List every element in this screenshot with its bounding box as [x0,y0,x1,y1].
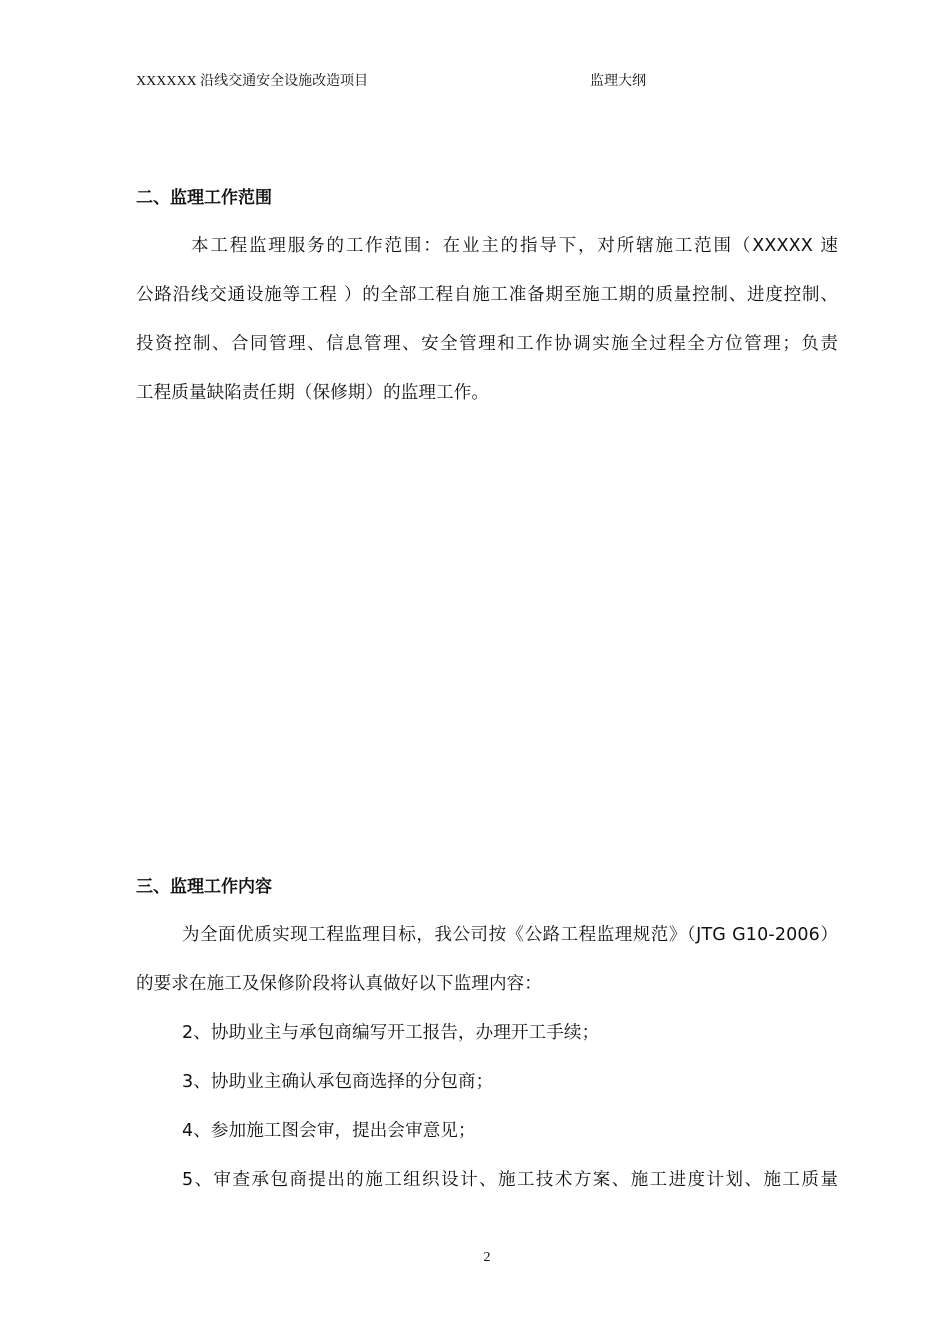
page-header [136,70,836,92]
header-project-title: XXXXXX 沿线交通安全设施改造项目 [136,74,369,89]
list-item-3: 3、协助业主确认承包商选择的分包商； [182,1072,494,1092]
page-number: 2 [483,1250,491,1265]
list-item-4: 4、参加施工图会审，提出会审意见； [182,1121,476,1141]
scope-paragraph-line-1: 本工程监理服务的工作范围：在业主的指导下，对所辖施工范围（XXXXX 速 [191,236,838,256]
section-heading-scope: 二、监理工作范围 [136,188,272,208]
scope-paragraph-line-3: 投资控制、合同管理、信息管理、安全管理和工作协调实施全过程全方位管理；负责 [136,334,838,354]
scope-paragraph-line-2: 公路沿线交通设施等工程 ）的全部工程自施工准备期至施工期的质量控制、进度控制、 [136,285,838,305]
list-item-5: 5、审查承包商提出的施工组织设计、施工技术方案、施工进度计划、施工质量 [182,1170,838,1190]
header-document-title: 监理大纲 [590,74,646,89]
content-paragraph-line-2: 的要求在施工及保修阶段将认真做好以下监理内容： [136,974,542,994]
content-paragraph-line-1: 为全面优质实现工程监理目标，我公司按《公路工程监理规范》（JTG G10-2006） [182,925,838,945]
section-heading-content: 三、监理工作内容 [136,877,272,897]
scope-paragraph-line-4: 工程质量缺陷责任期（保修期）的监理工作。 [136,383,489,403]
list-item-2: 2、协助业主与承包商编写开工报告，办理开工手续； [182,1023,600,1043]
